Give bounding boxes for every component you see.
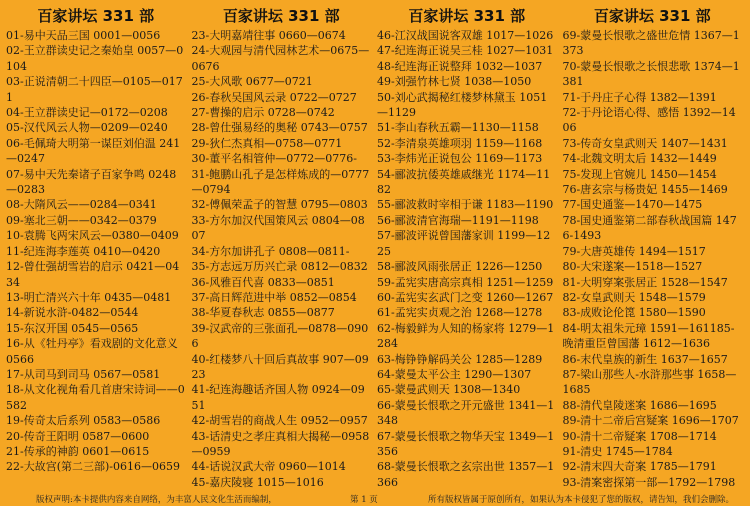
column-title: 百家讲坛 331 部 — [408, 7, 526, 25]
list-item: 82-女皇武则天 1548—1579 — [562, 290, 706, 304]
list-item: 33-方尔加汉代国策风云 0804—0807 — [191, 213, 365, 243]
list-item: 38-华夏春秋志 0855—0877 — [191, 306, 335, 320]
list-item: 64-蒙曼太平公主 1290—1307 — [377, 367, 532, 381]
column-title: 百家讲坛 331 部 — [222, 7, 340, 25]
list-item: 36-风雅百代喜 0833—0851 — [191, 275, 335, 289]
list-item: 86-末代皇族的新生 1637—1657 — [562, 352, 728, 366]
list-item: 65-蒙曼武则天 1308—1340 — [377, 383, 521, 397]
list-item: 20-传奇王阳明 0587—0600 — [6, 429, 150, 443]
list-item: 67-蒙曼长恨歌之物华天宝 1349—1356 — [377, 429, 555, 458]
list-item: 57-郦波评说曾国藩家训 1199—1225 — [377, 229, 551, 258]
list-item: 58-郦波风雨张居正 1226—1250 — [377, 260, 543, 274]
list-item: 30-董平名相管仲—0772—0776- — [191, 152, 357, 166]
list-item: 80-大宋遂案—1518—1527 — [562, 260, 703, 274]
list-item: 17-从司马到司马 0567—0581 — [6, 367, 161, 381]
list-item: 74-北魏文明太后 1432—1449 — [562, 152, 717, 166]
list-item: 48-纪连海正说整拜 1032—1037 — [377, 59, 543, 73]
list-item: 03-正说清朝二十四臣—0105—0171 — [6, 75, 183, 104]
catalog-column — [6, 6, 192, 474]
list-item: 54-郦波抗倭英雄戚继光 1174—1182 — [377, 167, 551, 197]
list-item: 43-话清史之孝庄真相大揭秘—0958—0959 — [191, 429, 370, 458]
list-item: 52-李清泉英雄项羽 1159—1168 — [377, 136, 543, 150]
list-item: 34-方尔加讲孔子 0808—0811- — [191, 244, 350, 258]
list-item: 78-国史通鉴第二部春秋战国篇 1476-1493 — [562, 213, 737, 243]
list-item: 13-明亡清兴六十年 0435—0481 — [6, 290, 172, 304]
list-item: 47-纪连海正说吴三桂 1027—1031 — [377, 44, 554, 58]
list-item: 60-孟宪实玄武门之变 1260—1267 — [377, 290, 554, 304]
list-item: 42-胡雪岩的商战人生 0952—0957 — [191, 414, 368, 428]
list-item: 28-曾仕强易经的奥秘 0743—0757 — [191, 121, 368, 135]
list-item: 41-纪连海趣话齐国人物 0924—0951 — [191, 383, 365, 412]
list-item: 71-于丹庄子心得 1382—1391 — [562, 90, 717, 104]
list-item: 25-大风歌 0677—0721 — [191, 75, 313, 89]
catalog-column — [377, 6, 563, 489]
list-item: 75-发现上官婉儿 1450—1454 — [562, 167, 717, 181]
list-item: 53-李炜光正说包公 1169—1173 — [377, 152, 543, 166]
list-item: 19-传奇太后系列 0583—0586 — [6, 414, 161, 428]
list-item: 37-高日辉范进中举 0852—0854 — [191, 290, 357, 304]
list-item: 01-易中天品三国 0001—0056 — [6, 29, 161, 42]
list-item: 69-蒙曼长恨歌之盛世危情 1367—1373 — [562, 29, 740, 58]
removal-notice: 所有版权皆属于原创所有，如果认为本卡侵犯了您的版权，请告知，我们会删除。 — [428, 495, 735, 505]
list-item: 40-红楼梦八十回后真故事 907—0923 — [191, 352, 369, 381]
list-item: 46-江汉战国说客双雄 1017—1026 — [377, 29, 554, 42]
list-item: 81-大明穿案张居正 1528—1547 — [562, 275, 728, 289]
list-item: 23-大明嘉靖往事 0660—0674 — [191, 29, 346, 42]
list-item: 32-傅佩荣孟子的智慧 0795—0803 — [191, 198, 368, 212]
list-item: 29-狄仁杰真相—0758—0771 — [191, 136, 343, 150]
list-item: 50-刘心武揭秘红楼梦林黛玉 1051—1129 — [377, 90, 548, 120]
list-item: 49-刘强竹林七贤 1038—1050 — [377, 75, 532, 89]
list-item: 72-于丹论语心得、感悟 1392—1406 — [562, 106, 736, 135]
list-item: 45-嘉庆陵寝 1015—1016 — [191, 475, 324, 489]
list-item: 66-蒙曼长恨歌之开元盛世 1341—1348 — [377, 398, 555, 428]
list-item: 15-东汉开国 0545—0565 — [6, 321, 139, 335]
catalog-column — [191, 6, 378, 489]
list-item: 62-梅毅鲜为人知的杨家将 1279—1284 — [377, 321, 555, 351]
list-item: 84-明太祖朱元璋 1591—161185-晚清重臣曾国藩 1612—1636 — [562, 321, 735, 351]
column-title: 百家讲坛 331 部 — [37, 7, 155, 25]
list-item: 92-清末四大奇案 1785—1791 — [562, 460, 717, 474]
list-item: 02-王立群读史记之秦始皇 0057—0104 — [6, 44, 184, 73]
list-item: 06-毛佩琦大明第一谋臣刘伯温 241—0247 — [6, 136, 181, 166]
list-item: 79-大唐英雄传 1494—1517 — [562, 244, 706, 258]
list-item: 73-传奇女皇武则天 1407—1431 — [562, 136, 728, 150]
list-item: 08-大隋风云——0284—0341 — [6, 198, 157, 212]
list-item: 89-清十二帝后宫疑案 1696—1707 — [562, 414, 739, 428]
list-item: 35-方志远万历兴亡录 0812—0832 — [191, 260, 368, 274]
list-item: 07-易中天先秦诸子百家争鸣 0248—0283 — [6, 167, 177, 197]
list-item: 83-成败论伦箆 1580—1590 — [562, 306, 706, 320]
column-title: 百家讲坛 331 部 — [593, 7, 711, 25]
list-item: 11-纪连海李莲英 0410—0420 — [6, 244, 161, 258]
list-item: 87-梁山那些人-水浒那些事 1658—1685 — [562, 367, 737, 397]
list-item: 16-从《牡丹亭》看戏剧的文化意义 0566 — [6, 337, 178, 366]
copyright-notice: 版权声明:本卡提供内容来自网络，为丰富人民文化生活而编制， — [36, 495, 277, 505]
list-item: 56-郦波清官海瑞—1191—1198 — [377, 213, 539, 227]
list-item: 93-清案密探第一部—1792—1798 — [562, 475, 736, 489]
list-item: 91-清史 1745—1784 — [562, 444, 673, 458]
list-item: 61-孟宪实贞观之治 1268—1278 — [377, 306, 543, 320]
list-item: 31-鲍鹏山孔子是怎样炼成的—0777—0794 — [191, 167, 370, 197]
page-number: 第 1 页 — [350, 495, 378, 505]
list-item: 88-清代皇陵迷案 1686—1695 — [562, 398, 717, 412]
list-item: 44-话说汉武大帝 0960—1014 — [191, 460, 346, 474]
list-item: 39-汉武帝的三张面孔—0878—0906 — [191, 321, 369, 351]
list-item: 51-李山春秋五霸—1130—1158 — [377, 121, 539, 135]
list-item: 63-梅铮铮解码关公 1285—1289 — [377, 352, 543, 366]
list-item: 59-孟宪实唐高宗真相 1251—1259 — [377, 275, 554, 289]
list-item: 70-蒙曼长恨歌之长恨悲歌 1374—1381 — [562, 59, 740, 89]
catalog-column — [562, 6, 749, 489]
list-item: 10-袁腾飞两宋风云—0380—0409 — [6, 229, 179, 243]
list-item: 04-王立群读史记—0172—0208 — [6, 106, 168, 120]
list-item: 09-塞北三朝——0342—0379 — [6, 213, 157, 227]
list-item: 76-唐玄宗与杨贵妃 1455—1469 — [562, 183, 728, 197]
list-item: 27-曹操的启示 0728—0742 — [191, 106, 335, 120]
list-item: 14-新说水浒-0482—0544 — [6, 306, 139, 320]
list-item: 22-大故宫(第二三部)-0616—0659 — [6, 460, 181, 474]
list-item: 18-从文化视角看几首唐宋诗词——0582 — [6, 383, 185, 412]
list-item: 90-清十二帝疑案 1708—1714 — [562, 429, 717, 443]
list-item: 05-汉代风云人物—0209—0240 — [6, 121, 168, 135]
list-item: 55-郦波救时宰相于谦 1183—1190 — [377, 198, 554, 212]
list-item: 68-蒙曼长恨歌之玄宗出世 1357—1366 — [377, 460, 555, 489]
list-item: 77-国史通鉴—1470—1475 — [562, 198, 703, 212]
list-item: 24-大观园与清代园林艺术—0675—0676 — [191, 44, 370, 73]
list-item: 26-春秋吴国风云录 0722—0727 — [191, 90, 357, 104]
list-item: 21-传承的神韵 0601—0615 — [6, 444, 150, 458]
list-item: 12-曾仕强胡雪岩的启示 0421—0434 — [6, 260, 180, 289]
